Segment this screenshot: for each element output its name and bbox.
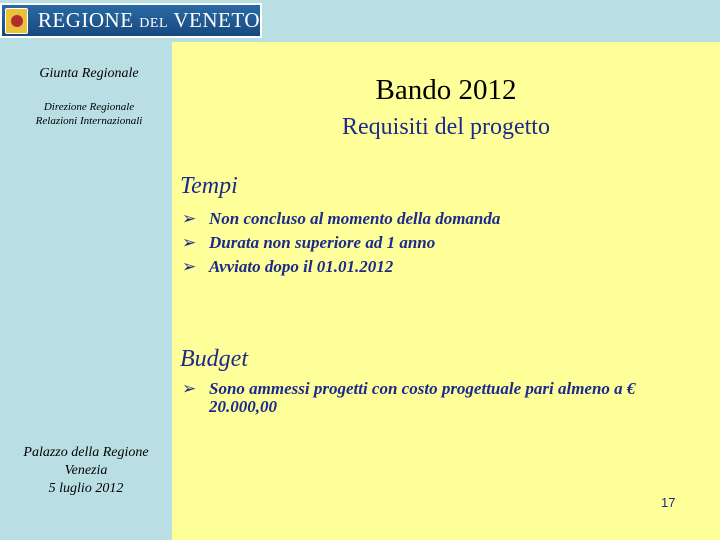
bullet-item: ➢ Sono ammessi progetti con costo progettuale pari almeno a € 20.000,00 xyxy=(182,379,636,416)
bullet-item: ➢ Durata non superiore ad 1 anno xyxy=(182,231,702,255)
page-number: 17 xyxy=(661,495,676,510)
direzione-label: Direzione Regionale Relazioni Internazionali xyxy=(35,101,143,127)
tempi-bullet-list xyxy=(182,207,702,279)
location-date-footer: Palazzo della Regione Venezia 5 luglio 2012 xyxy=(23,445,149,496)
arrow-bullet-icon: ➢ xyxy=(182,209,197,228)
bullet-item: ➢ Avviato dopo il 01.01.2012 xyxy=(182,255,702,279)
slide-title: Bando 2012 xyxy=(375,74,517,106)
arrow-bullet-icon: ➢ xyxy=(182,379,197,398)
regional-crest-icon xyxy=(5,8,28,34)
arrow-bullet-icon: ➢ xyxy=(182,257,197,276)
budget-bullet-list xyxy=(182,380,702,416)
section-heading-tempi: Tempi xyxy=(180,173,238,199)
slide-subtitle: Requisiti del progetto xyxy=(342,114,550,140)
regione-veneto-logo xyxy=(0,3,262,38)
bullet-item: ➢ Non concluso al momento della domanda xyxy=(182,207,702,231)
logo-text: REGIONE DEL VENETO xyxy=(37,8,260,32)
arrow-bullet-icon: ➢ xyxy=(182,233,197,252)
giunta-regionale-label: Giunta Regionale xyxy=(39,66,139,81)
section-heading-budget: Budget xyxy=(180,346,248,372)
